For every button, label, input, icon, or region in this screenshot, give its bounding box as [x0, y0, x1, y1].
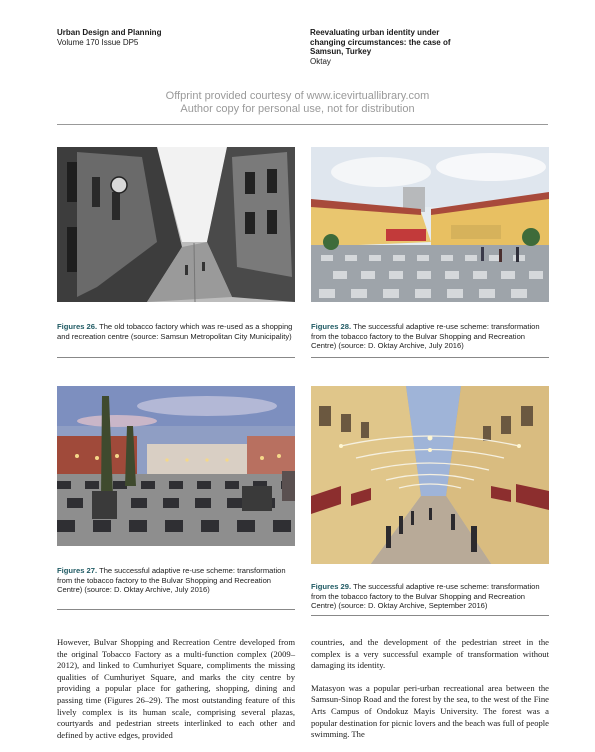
figure-28-caption [311, 322, 549, 351]
journal-volume: Volume 170 Issue DP5 [57, 37, 139, 47]
figure-26-caption [57, 322, 295, 341]
article-header [310, 28, 550, 66]
figure-26-text: The old tobacco factory which was re-used as a shopping and recreation centre (source: Samsun Metropolitan City Municipality) [57, 322, 293, 341]
figure-28-text: The successful adaptive re-use scheme: transformation from the tobacco factory to the Bulvar Shopping and Recreation Centre) (source: D. Oktay Archive, July 2016) [311, 322, 540, 351]
article-author: Oktay [310, 56, 331, 66]
figure-28-label: Figures 28. [311, 322, 352, 331]
figure-27-photo [57, 386, 295, 546]
figure-29-caption-rule [311, 615, 549, 616]
figure-27-caption-rule [57, 609, 295, 610]
offprint-line2: Author copy for personal use, not for distribution [180, 103, 415, 115]
figure-27-caption [57, 566, 295, 595]
offprint-line1: Offprint provided courtesy of www.icevirtuallibrary.com [165, 90, 430, 102]
figure-26-label: Figures 26. [57, 322, 98, 331]
journal-name: Urban Design and Planning [57, 28, 162, 37]
body-right-column [311, 637, 549, 752]
figure-27-label: Figures 27. [57, 566, 98, 575]
figure-29-caption [311, 582, 549, 611]
body-left-paragraph-1: However, Bulvar Shopping and Recreation Centre developed from the original Tobacco Factory as a multi-function complex (2009–2012), and linked to Cumhuriyet Square, compliments the missing qualities of Cumhuriyet Square, and marks the city centre by providing a popular place for gathering, shopping, dining and passing time (Figures 26–29). The most outstanding feature of this lively complex is its human scale, comprising several plazas, courtyards and pedestrian streets interlinked to each other and defined by active edges, provided [57, 637, 295, 740]
header-rule [57, 124, 548, 125]
figure-27-text: The successful adaptive re-use scheme: transformation from the tobacco factory to the Bulvar Shopping and Recreation Centre) (source: D. Oktay Archive, July 2016) [57, 566, 286, 595]
figure-28-photo [311, 147, 549, 302]
figure-29-photo [311, 386, 549, 564]
offprint-notice [0, 90, 595, 116]
figure-28-caption-rule [311, 357, 549, 358]
body-right-paragraph-2: Matasyon was a popular peri-urban recreational area between the Samsun-Sinop Road and the forest by the sea, to the west of the Fine Arts Campus of Ondokuz Mayis University. The forest was a popular destination for picnic lovers and the beach was full of people swimming. The [311, 682, 549, 740]
body-left-column [57, 637, 295, 752]
journal-header [57, 28, 287, 47]
figure-29-label: Figures 29. [311, 582, 352, 591]
article-title-line3: Samsun, Turkey [310, 47, 372, 56]
figure-29-text: The successful adaptive re-use scheme: transformation from the tobacco factory to the Bulvar Shopping and Recreation Centre) (source: D. Oktay Archive, September 2016) [311, 582, 540, 611]
figure-26-caption-rule [57, 357, 295, 358]
figure-26-photo [57, 147, 295, 302]
body-right-paragraph-1: countries, and the development of the pedestrian street in the complex is a very successful example of transformation without damaging its identity. [311, 637, 549, 671]
article-title-line1: Reevaluating urban identity under [310, 28, 440, 37]
article-title-line2: changing circumstances: the case of [310, 37, 451, 47]
